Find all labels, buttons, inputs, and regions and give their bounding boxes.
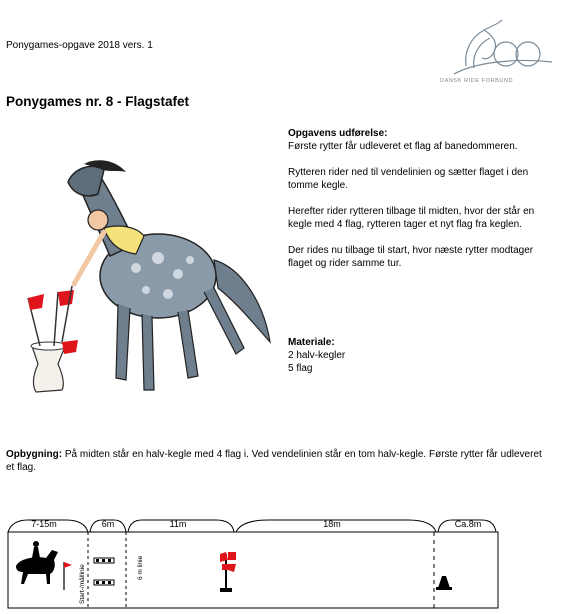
execution-heading: Opgavens udførelse: <box>288 128 388 139</box>
horse-head-logo-icon <box>436 18 554 78</box>
setup-label: Opbygning: <box>6 449 63 460</box>
material-item: 5 flag <box>288 363 313 374</box>
material-item: 2 halv-kegler <box>288 350 346 361</box>
six-m-line-label: 6 m linie <box>137 555 144 580</box>
distance-label: 18m <box>323 519 341 529</box>
material-section <box>288 336 550 375</box>
dansk-ride-forbund-logo <box>436 18 554 90</box>
document-header: Ponygames-opgave 2018 vers. 1 <box>6 40 153 51</box>
start-finish-line-label: Start-/mållinie <box>79 564 86 604</box>
material-heading: Materiale: <box>288 337 335 348</box>
execution-paragraph: Der rides nu tilbage til start, hvor næste rytter modtager flaget og rider samme tur. <box>288 245 534 269</box>
task-execution <box>288 127 550 283</box>
execution-paragraph: Herefter rider rytteren tilbage til midten, hvor der står en kegle med 4 flag, rytteren tager et nyt flag fra keglen. <box>288 206 535 230</box>
pony-rider-flag-illustration <box>18 128 280 418</box>
execution-paragraph: Rytteren rider ned til vendelinien og sætter flaget i den tomme kegle. <box>288 167 529 191</box>
setup-section <box>6 448 546 474</box>
distance-label: 6m <box>101 519 115 529</box>
setup-text: På midten står en halv-kegle med 4 flag i. Ved vendelinien står en tom halv-kegle. Første rytter får udleveret et flag. <box>6 449 542 473</box>
course-diagram <box>6 510 502 610</box>
distance-label: 11m <box>169 519 187 529</box>
distance-label: 7-15m <box>31 519 57 529</box>
logo-text: DANSK RIDE FORBUND <box>440 78 514 84</box>
page-title: Ponygames nr. 8 - Flagstafet <box>6 94 190 109</box>
distance-label: Ca.8m <box>454 519 482 529</box>
execution-paragraph: Første rytter får udleveret et flag af banedommeren. <box>288 141 518 152</box>
